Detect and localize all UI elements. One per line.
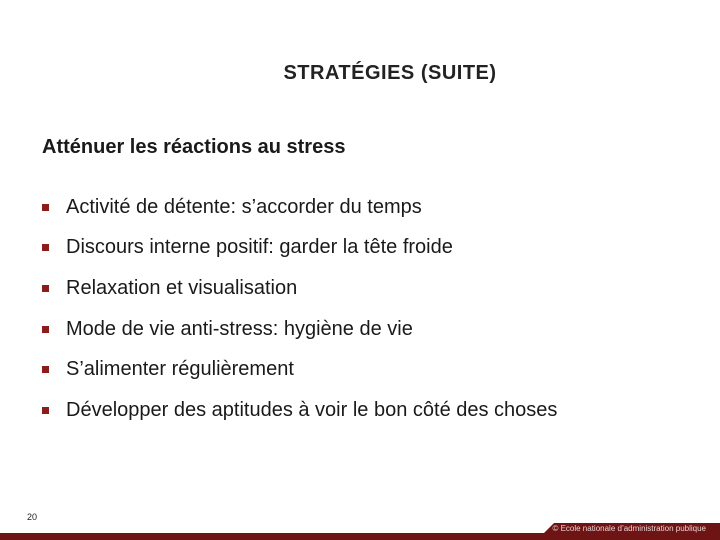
square-bullet-icon — [42, 326, 49, 333]
section-heading: Atténuer les réactions au stress — [42, 136, 346, 158]
bullet-list — [42, 187, 557, 431]
square-bullet-icon — [42, 285, 49, 292]
page-number: 20 — [27, 512, 38, 522]
bullet-item — [42, 228, 557, 269]
bullet-text: Développer des aptitudes à voir le bon côté des choses — [66, 398, 558, 421]
square-bullet-icon — [42, 407, 49, 414]
square-bullet-icon — [42, 366, 49, 373]
bullet-text: Activité de détente: s’accorder du temps — [66, 195, 422, 218]
bullet-text: S’alimenter régulièrement — [66, 358, 294, 381]
bullet-text: Discours interne positif: garder la tête froide — [66, 236, 453, 259]
square-bullet-icon — [42, 244, 49, 251]
square-bullet-icon — [42, 204, 49, 211]
bullet-text: Mode de vie anti-stress: hygiène de vie — [66, 317, 413, 340]
bullet-text: Relaxation et visualisation — [66, 276, 298, 299]
slide-title: STRATÉGIES (SUITE) — [283, 62, 497, 84]
bullet-item — [42, 187, 557, 228]
bullet-item — [42, 349, 557, 390]
bullet-item — [42, 309, 557, 350]
bullet-item — [42, 390, 557, 431]
copyright-text: © Ecole nationale d’administration publique — [552, 524, 706, 533]
bullet-item — [42, 268, 557, 309]
